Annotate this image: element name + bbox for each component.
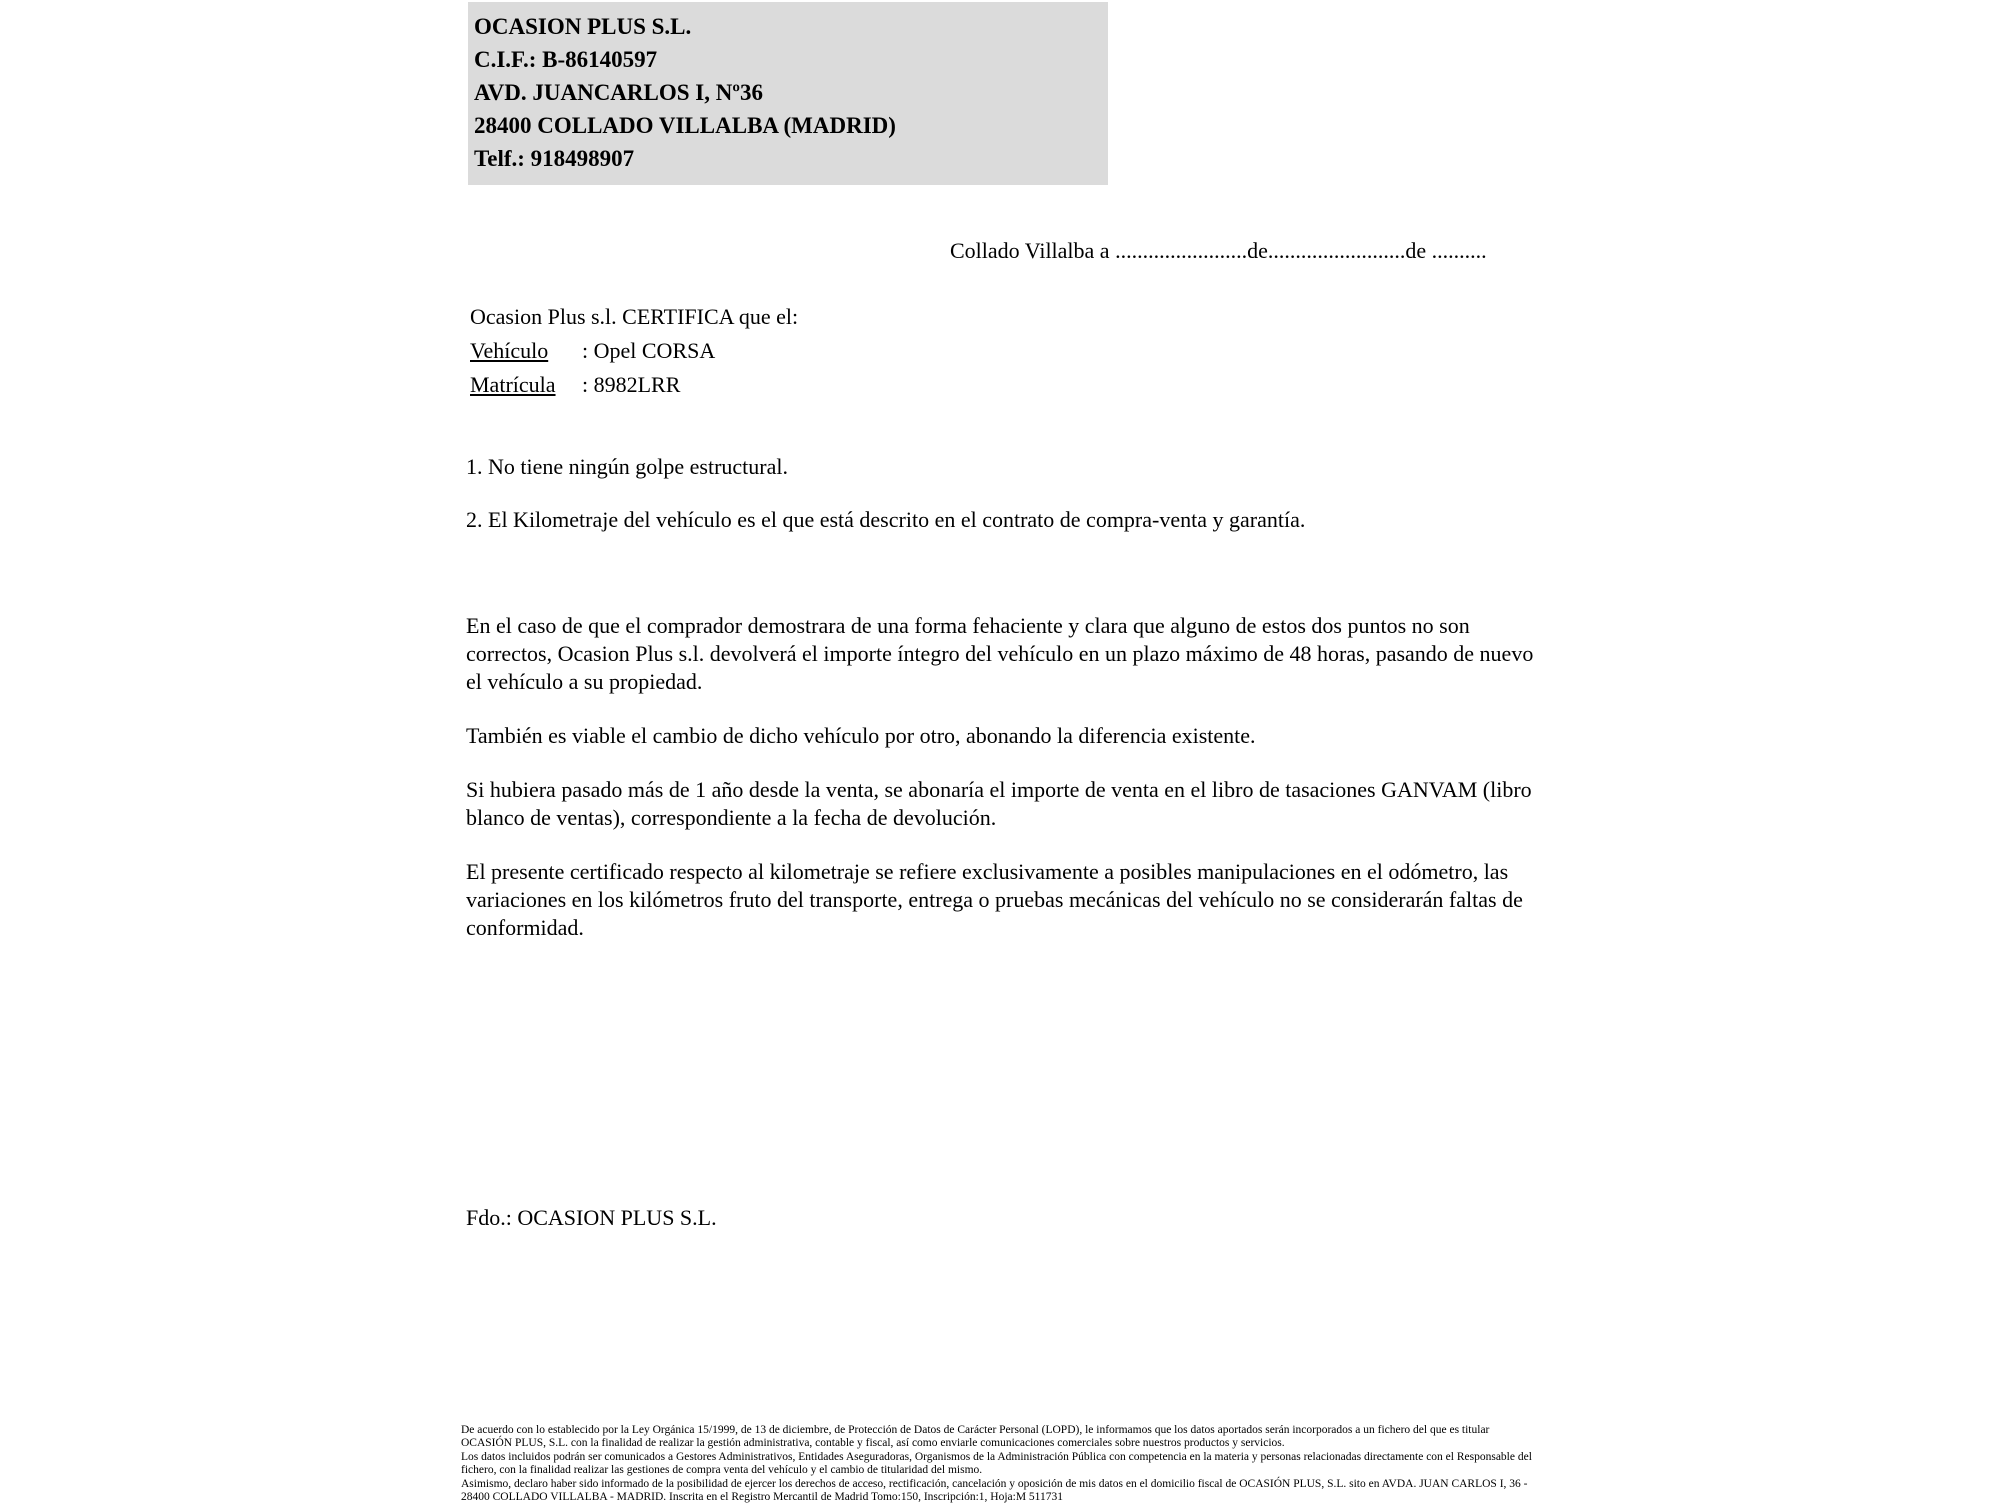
legal-footer	[461, 1424, 1543, 1504]
date-line: Collado Villalba a ........................de.........................de ..........	[950, 238, 1487, 263]
legal-paragraph-lopd: De acuerdo con lo establecido por la Ley Orgánica 15/1999, de 13 de diciembre, de Protección de Datos de Carácter Personal (LOPD), le informamos que los datos aportados serán incorporados a un fichero del que es titular OCASIÓN PLUS, S.L. con la finalidad de realizar la gestión administrativa, contable y fiscal, así como enviarle comunicaciones comerciales sobre nuestros productos y servicios.	[461, 1424, 1490, 1450]
vehicle-value: : Opel CORSA	[582, 338, 716, 363]
terms-block	[466, 612, 1544, 968]
company-header-block	[468, 2, 1108, 185]
legal-paragraph-rights: Asimismo, declaro haber sido informado de la posibilidad de ejercer los derechos de acceso, rectificación, cancelación y oposición de mis datos en el domicilio fiscal de OCASIÓN PLUS, S.L. sito en AVDA. JUAN CARLOS I, 36 - 28400 COLLADO VILLALBA - MADRID. Inscrita en el Registro Mercantil de Madrid Tomo:150, Inscripción:1, Hoja:M 511731	[461, 1477, 1528, 1504]
certify-intro: Ocasion Plus s.l. CERTIFICA que el:	[470, 304, 799, 329]
vehicle-row	[470, 334, 798, 368]
company-city: 28400 COLLADO VILLALBA (MADRID)	[474, 113, 896, 138]
plate-row	[470, 368, 798, 402]
plate-value: : 8982LRR	[582, 372, 681, 397]
terms-paragraph-exchange: También es viable el cambio de dicho vehículo por otro, abonando la diferencia existente.	[466, 723, 1256, 748]
terms-paragraph-refund: En el caso de que el comprador demostrara de una forma fehaciente y clara que alguno de estos dos puntos no son correctos, Ocasion Plus s.l. devolverá el importe íntegro del vehículo en un plazo máximo de 48 horas, pasando de nuevo el vehículo a su propiedad.	[466, 613, 1534, 694]
plate-label: Matrícula	[470, 372, 556, 397]
company-name: OCASION PLUS S.L.	[474, 14, 692, 39]
company-cif: C.I.F.: B-86140597	[474, 47, 658, 72]
legal-paragraph-data-sharing: Los datos incluidos podrán ser comunicados a Gestores Administrativos, Entidades Aseguradoras, Organismos de la Administración Pública con competencia en la materia y personas relacionadas directamente con el Responsable del fichero, con la finalidad realizar las gestiones de compra venta del vehículo y el cambio de titularidad del mismo.	[461, 1450, 1532, 1477]
vehicle-label: Vehículo	[470, 338, 549, 363]
company-phone: Telf.: 918498907	[474, 146, 635, 171]
terms-paragraph-odometer: El presente certificado respecto al kilometraje se refiere exclusivamente a posibles manipulaciones en el odómetro, las variaciones en los kilómetros fruto del transporte, entrega o pruebas mecánicas del vehículo no se considerarán faltas de conformidad.	[466, 859, 1523, 940]
signature-line: Fdo.: OCASION PLUS S.L.	[466, 1205, 717, 1230]
company-address: AVD. JUANCARLOS I, Nº36	[474, 80, 763, 105]
certified-point-1: 1. No tiene ningún golpe estructural.	[466, 454, 788, 479]
terms-paragraph-ganvam: Si hubiera pasado más de 1 año desde la venta, se abonaría el importe de venta en el libro de tasaciones GANVAM (libro blanco de ventas), correspondiente a la fecha de devolución.	[466, 777, 1532, 830]
certified-point-2: 2. El Kilometraje del vehículo es el que está descrito en el contrato de compra-venta y garantía.	[466, 507, 1306, 532]
certification-block	[470, 300, 798, 402]
